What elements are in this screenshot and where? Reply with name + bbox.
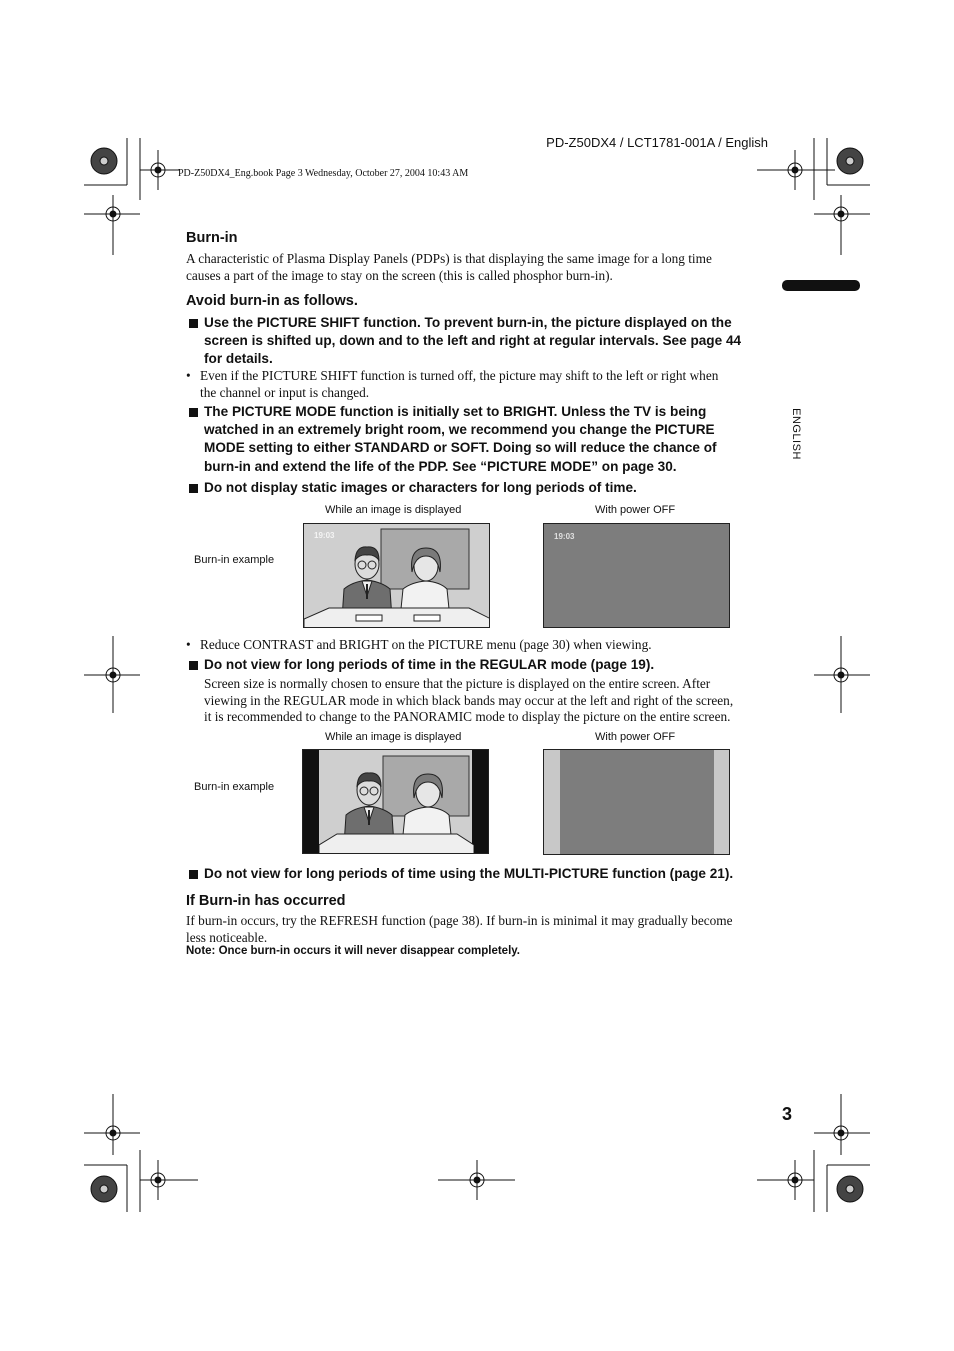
text-line: Use the PICTURE SHIFT function. To prevent burn-in, the picture displayed on the: [204, 315, 732, 330]
news-anchors-illustration: [319, 750, 474, 854]
bullet-square: [189, 661, 198, 670]
side-language-label: ENGLISH: [789, 408, 802, 460]
figure1-row-label: Burn-in example: [194, 554, 275, 566]
book-line: PD-Z50DX4_Eng.book Page 3 Wednesday, October 27, 2004 10:43 AM: [178, 168, 469, 179]
figure2-caption-right: With power OFF: [595, 731, 676, 743]
burnin-note: Note: Once burn-in occurs it will never disappear completely.: [186, 945, 521, 957]
figure1-image-screen: [303, 523, 490, 628]
bullet-item-picture-shift: [204, 314, 779, 369]
figure1-caption-right: With power OFF: [595, 504, 676, 516]
news-anchors-illustration: [304, 524, 490, 628]
bullet-square: [189, 870, 198, 879]
figure2-image-screen: [302, 749, 489, 854]
text-line: If burn-in occurs, try the REFRESH function (page 38). If burn-in is minimal it may gradually become: [186, 913, 733, 928]
text-line: Even if the PICTURE SHIFT function is turned off, the picture may shift to the left or right when: [200, 368, 719, 383]
dot-bullet: •: [186, 637, 191, 652]
text-line: Screen size is normally chosen to ensure that the picture is displayed on the entire screen. After: [204, 676, 711, 691]
text-line: The PICTURE MODE function is initially set to BRIGHT. Unless the TV is being: [204, 404, 707, 419]
black-band-right: [472, 750, 488, 854]
text-line: burn-in and extend the life of the PDP. See “PICTURE MODE” on page 30.: [204, 458, 677, 474]
black-band-left: [303, 750, 319, 854]
bullet-square: [189, 408, 198, 417]
model-line: PD-Z50DX4 / LCT1781-001A / English: [546, 135, 768, 150]
dot-bullet: •: [186, 368, 191, 383]
text-line: less noticeable.: [186, 929, 268, 945]
text-line: watched in an extremely bright room, we recommend you change the PICTURE: [204, 422, 715, 438]
note-picture-shift: [200, 368, 780, 401]
text-line: screen is shifted up, down and to the left and right at regular intervals. See page 44: [204, 333, 742, 349]
section-title-burnin: Burn-in: [186, 230, 238, 246]
figure2-row-label: Burn-in example: [194, 781, 275, 793]
bullet-square: [189, 319, 198, 328]
timestamp-burnin-ghost: 19:03: [554, 532, 575, 541]
figure2-poweroff-screen: [543, 749, 730, 855]
section-title-avoid: Avoid burn-in as follows.: [186, 293, 358, 309]
burned-center-area: [560, 750, 714, 855]
bullet-item-picture-mode: [204, 403, 779, 476]
text-line: it is recommended to change to the PANORAMIC mode to display the picture on the entire screen.: [204, 709, 731, 724]
bullet-item-regular-mode: Do not view for long periods of time in the REGULAR mode (page 19).: [204, 657, 655, 672]
bullet-square: [189, 484, 198, 493]
text-line: causes a part of the image to stay on the screen (this is called phosphor burn-in).: [186, 267, 613, 283]
figure1-caption-left: While an image is displayed: [325, 504, 462, 516]
regular-mode-paragraph: [204, 676, 784, 726]
section-title-occurred: If Burn-in has occurred: [186, 893, 346, 909]
figure2-caption-left: While an image is displayed: [325, 731, 462, 743]
text-line: for details.: [204, 351, 273, 367]
text-line: viewing in the REGULAR mode in which black bands may occur at the left and right of the screen,: [204, 692, 734, 708]
text-line: A characteristic of Plasma Display Panels (PDPs) is that displaying the same image for a long time: [186, 251, 712, 266]
occurred-paragraph: [186, 913, 776, 946]
note-reduce-contrast: Reduce CONTRAST and BRIGHT on the PICTURE menu (page 30) when viewing.: [200, 637, 652, 652]
text-line: MODE setting to either STANDARD or SOFT. Doing so will reduce the chance of: [204, 440, 717, 456]
bullet-item-multi-picture: Do not view for long periods of time using the MULTI-PICTURE function (page 21).: [204, 866, 734, 881]
language-tab-marker: [782, 280, 860, 291]
burnin-paragraph: [186, 251, 776, 284]
timestamp-overlay: 19:03: [314, 531, 335, 540]
figure1-poweroff-screen: [543, 523, 730, 628]
page-number: 3: [782, 1104, 793, 1124]
text-line: the channel or input is changed.: [200, 384, 370, 400]
bullet-item-static-images: Do not display static images or characters for long periods of time.: [204, 480, 637, 495]
